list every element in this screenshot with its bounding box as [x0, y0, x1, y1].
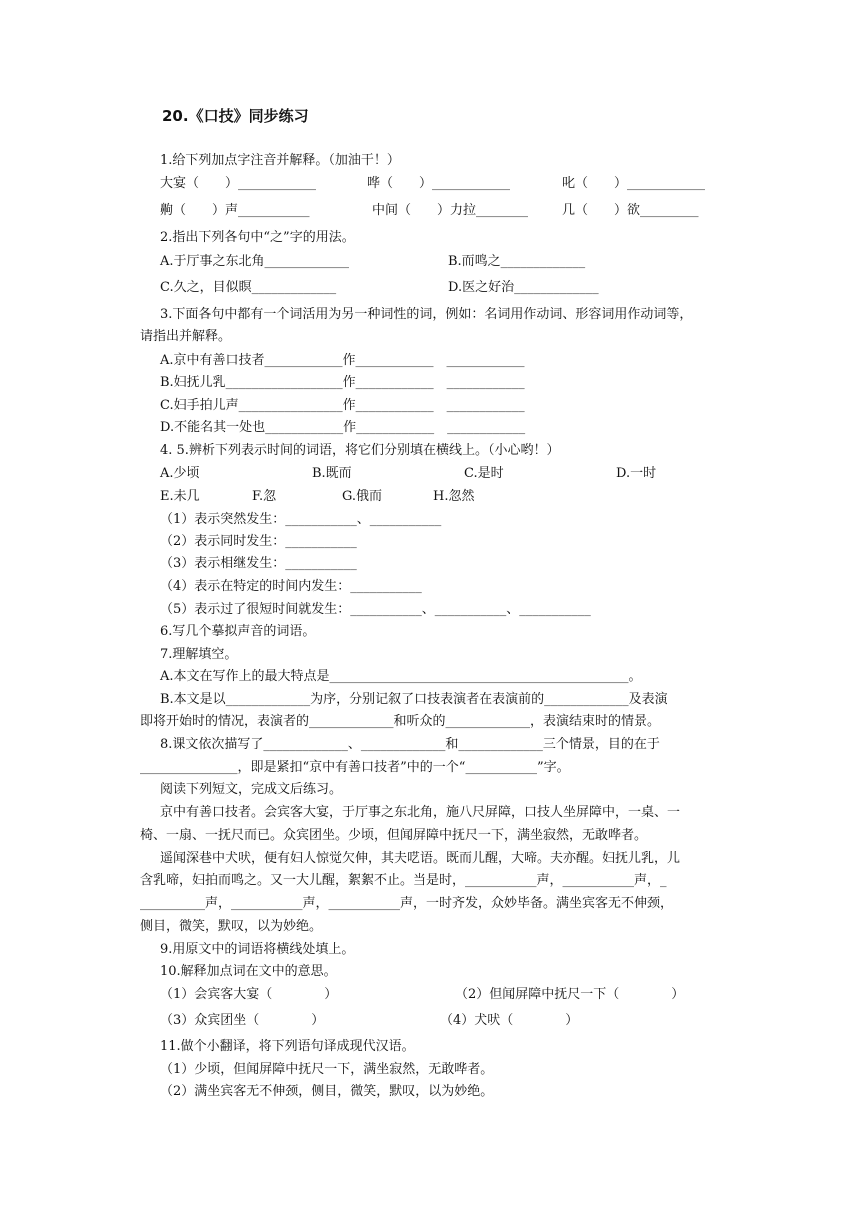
- q7-b-line2: 即将开始时的情况，表演者的_____________和听众的_____________，表演结束时的情景。: [140, 714, 661, 729]
- q45-sub-5: （5）表示过了很短时间就发生：___________、___________、___________: [160, 602, 591, 617]
- q7-b-line1: B.本文是以_____________为序，分别记叙了口技表演者在表演前的_____________及表演: [160, 692, 668, 707]
- q45-option-e: E.未几: [160, 489, 200, 504]
- q11-item-2: （2）满坐宾客无不伸颈，侧目，微笑，默叹，以为妙绝。: [160, 1084, 494, 1099]
- q3-item-c: C.妇手拍儿声________________作____________ ____________: [160, 398, 525, 413]
- q1-item-1: 大宴（ ）____________: [160, 176, 317, 191]
- passage-p2-line2: 含乳啼，妇拍而鸣之。又一大儿醒，絮絮不止。当是时，___________声，___________声，_: [140, 873, 667, 888]
- q3-stem-line2: 请指出并解释。: [140, 329, 232, 344]
- q1-item-4: 齁（ ）声___________: [160, 203, 310, 218]
- q8-line1: 8.课文依次描写了_____________、_____________和_____________三个情景，目的在于: [160, 737, 660, 752]
- reading-intro: 阅读下列短文，完成文后练习。: [160, 782, 343, 797]
- q10-item-3: （3）众宾团坐（ ）: [160, 1013, 325, 1028]
- q1-item-6: 几（ ）欲_________: [562, 203, 699, 218]
- q45-sub-2: （2）表示同时发生：___________: [160, 534, 357, 549]
- q2-a: A.于厅事之东北角_____________: [160, 254, 350, 269]
- q10-stem: 10.解释加点词在文中的意思。: [160, 964, 337, 979]
- q2-b: B.而鸣之_____________: [448, 254, 586, 269]
- q1-stem: 1.给下列加点字注音并解释。（加油干！）: [160, 153, 400, 168]
- q45-option-f: F.忽: [252, 489, 277, 504]
- q45-option-b: B.既而: [312, 466, 352, 481]
- q2-c: C.久之，目似瞑_____________: [160, 280, 337, 295]
- q11-item-1: （1）少顷，但闻屏障中抚尺一下，满坐寂然，无敢哗者。: [160, 1062, 494, 1077]
- q45-sub-1: （1）表示突然发生：___________、___________: [160, 512, 442, 527]
- q3-item-a: A.京中有善口技者____________作____________ ____________: [160, 353, 525, 368]
- q1-item-5: 中间（ ）力拉________: [372, 203, 529, 218]
- passage-p1-line2: 椅、一扇、一抚尺而已。众宾团坐。少顷，但闻屏障中抚尺一下，满坐寂然，无敢哗者。: [140, 828, 648, 843]
- q45-sub-3: （3）表示相继发生：___________: [160, 556, 357, 571]
- q8-line2: _______________，即是紧扣“京中有善口技者”中的一个“___________”字。: [140, 760, 570, 775]
- q45-stem: 4. 5.辨析下列表示时间的词语，将它们分别填在横线上。（小心哟！）: [160, 443, 560, 458]
- q7-stem: 7.理解填空。: [160, 647, 238, 662]
- q45-option-d: D.一时: [616, 466, 657, 481]
- page-title: 20.《口技》同步练习: [162, 107, 309, 125]
- q45-sub-4: （4）表示在特定的时间内发生：___________: [160, 579, 422, 594]
- passage-p2-line4: 侧目，微笑，默叹，以为妙绝。: [140, 919, 323, 934]
- q45-option-c: C.是时: [464, 466, 504, 481]
- q11-stem: 11.做个小翻译，将下列语句译成现代汉语。: [160, 1039, 415, 1054]
- q9-stem: 9.用原文中的词语将横线处填上。: [160, 942, 355, 957]
- q3-stem-line1: 3.下面各句中都有一个词活用为另一种词性的词，例如：名词用作动词、形容词用作动词等，: [160, 307, 693, 322]
- q3-item-d: D.不能名其一处也____________作____________ ____________: [160, 420, 526, 435]
- q2-stem: 2.指出下列各句中“之”字的用法。: [160, 230, 355, 245]
- q1-item-3: 叱（ ）____________: [562, 176, 706, 191]
- q7-a: A.本文在写作上的最大特点是______________________________________________。: [160, 669, 642, 684]
- q45-option-g: G.俄而: [342, 489, 383, 504]
- q2-d: D.医之好治_____________: [448, 280, 599, 295]
- q10-item-1: （1）会宾客大宴（ ）: [160, 987, 338, 1002]
- q6-stem: 6.写几个摹拟声音的词语。: [160, 624, 316, 639]
- q3-item-b: B.妇抚儿乳__________________作____________ ____________: [160, 375, 525, 390]
- q1-item-2: 哗（ ）____________: [367, 176, 511, 191]
- passage-p1-line1: 京中有善口技者。会宾客大宴，于厅事之东北角，施八尺屏障，口技人坐屏障中，一桌、一: [160, 805, 681, 820]
- passage-p2-line1: 遥闻深巷中犬吠，便有妇人惊觉欠伸，其夫呓语。既而儿醒，大啼。夫亦醒。妇抚儿乳，儿: [160, 851, 681, 866]
- passage-p2-line3: __________声，___________声，___________声，一时齐发，众妙毕备。满坐宾客无不伸颈，: [140, 896, 674, 911]
- q10-item-4: （4）犬吠（ ）: [440, 1013, 579, 1028]
- q45-option-a: A.少顷: [160, 466, 200, 481]
- q45-option-h: H.忽然: [433, 489, 475, 504]
- q10-item-2: （2）但闻屏障中抚尺一下（ ）: [455, 987, 685, 1002]
